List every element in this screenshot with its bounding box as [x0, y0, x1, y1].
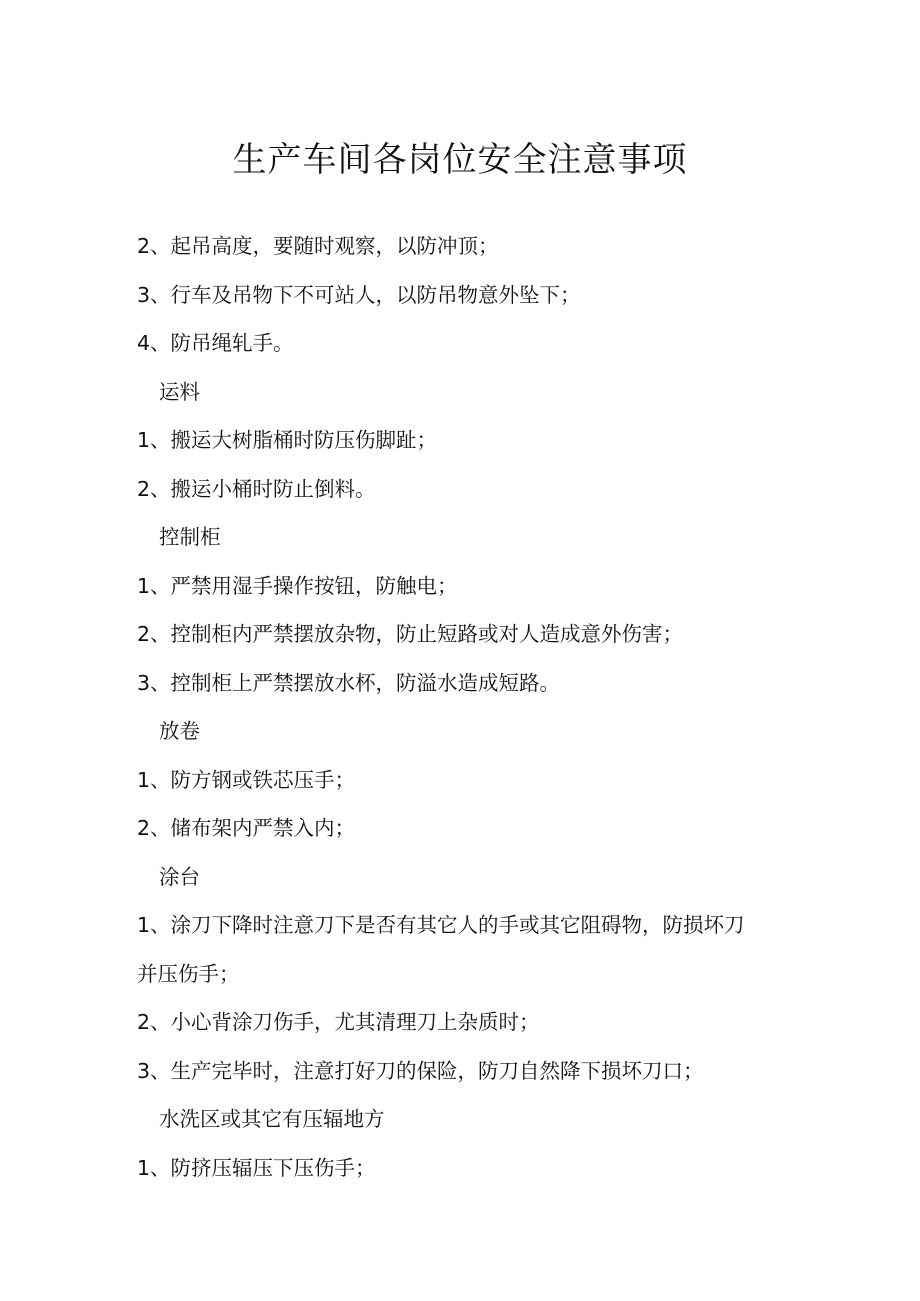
list-item: 1、防方钢或铁芯压手；	[137, 767, 356, 792]
list-item: 2、起吊高度，要随时观察，以防冲顶；	[137, 234, 499, 258]
section-heading: 放卷	[159, 719, 200, 743]
list-item: 1、严禁用湿手操作按钮，防触电；	[137, 573, 458, 598]
list-item: 1、涂刀下降时注意刀下是否有其它人的手或其它阻碍物，防损坏刀	[137, 913, 745, 937]
list-item: 2、小心背涂刀伤手，尤其清理刀上杂质时；	[137, 1010, 540, 1034]
section-heading: 水洗区或其它有压辐地方	[159, 1107, 385, 1131]
list-item: 3、生产完毕时，注意打好刀的保险，防刀自然降下损坏刀口；	[137, 1058, 704, 1083]
list-item: 3、行车及吊物下不可站人，以防吊物意外坠下；	[137, 282, 581, 307]
list-item: 3、控制柜上严禁摆放水杯，防溢水造成短路。	[137, 670, 561, 695]
list-item: 2、控制柜内严禁摆放杂物，防止短路或对人造成意外伤害；	[137, 622, 684, 646]
list-item-continuation: 并压伤手；	[137, 961, 240, 986]
list-item: 1、搬运大树脂桶时防压伤脚趾；	[137, 428, 438, 452]
section-heading: 控制柜	[159, 525, 221, 549]
section-heading: 涂台	[159, 864, 200, 889]
document-body	[137, 222, 797, 1192]
list-item: 2、储布架内严禁入内；	[137, 816, 356, 840]
list-item: 4、防吊绳轧手。	[137, 331, 294, 355]
list-item: 2、搬运小桶时防止倒料。	[137, 476, 376, 501]
list-item: 1、防挤压辐压下压伤手；	[137, 1155, 376, 1180]
document-title: 生产车间各岗位安全注意事项	[232, 140, 688, 180]
section-heading: 运料	[159, 379, 200, 404]
